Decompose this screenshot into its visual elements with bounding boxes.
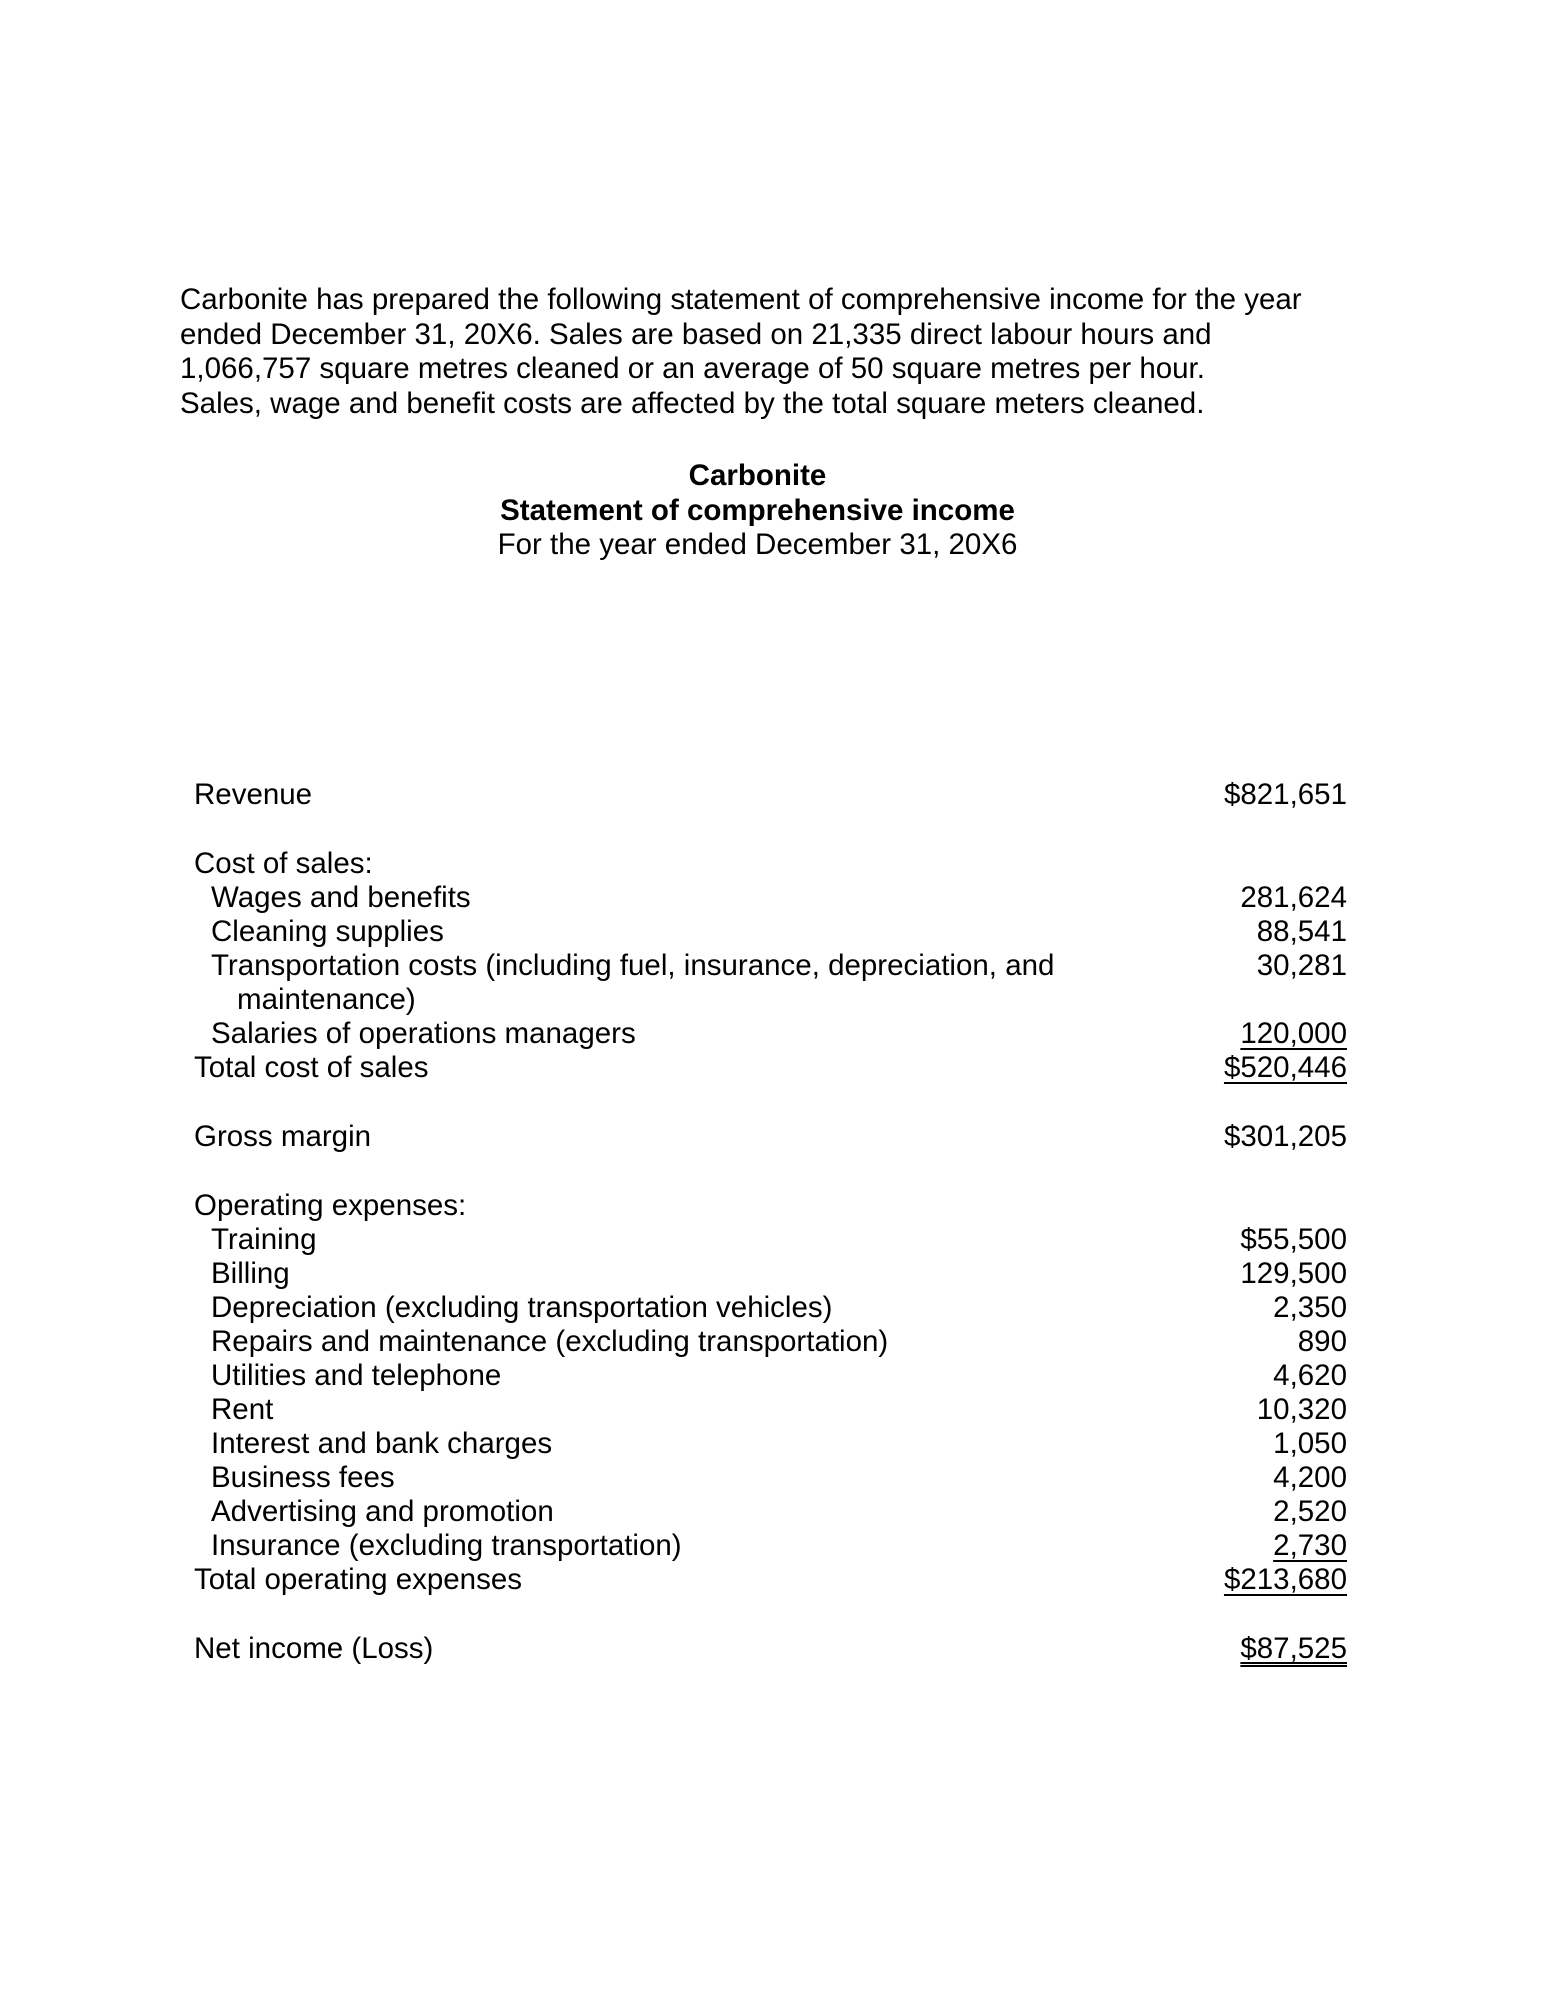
statement-period: For the year ended December 31, 20X6 <box>497 528 1018 562</box>
revenue-label: Revenue <box>194 778 313 811</box>
opex-item-amount: 1,050 <box>1273 1427 1347 1460</box>
net-income-amount: $87,525 <box>1240 1632 1347 1665</box>
gross-margin-amount: $301,205 <box>1223 1120 1347 1153</box>
total-operating-expenses-label: Total operating expenses <box>194 1563 523 1596</box>
cos-item-label: Wages and benefits <box>211 881 471 914</box>
cos-item-amount: 281,624 <box>1240 881 1347 914</box>
cost-of-sales-heading: Cost of sales: <box>194 847 373 880</box>
opex-item-label: Utilities and telephone <box>211 1359 502 1392</box>
opex-item-amount: 4,620 <box>1273 1359 1347 1392</box>
cos-item-label: Transportation costs (including fuel, insurance, depreciation, and <box>211 949 1055 982</box>
intro-line: Carbonite has prepared the following statement of comprehensive income for the year <box>180 283 1302 316</box>
opex-item-amount: 2,350 <box>1273 1291 1347 1324</box>
opex-item-amount: 2,520 <box>1273 1495 1347 1528</box>
opex-item-label: Advertising and promotion <box>211 1495 554 1528</box>
opex-item-amount: 129,500 <box>1240 1257 1347 1290</box>
opex-item-label: Business fees <box>211 1461 395 1494</box>
opex-item-label: Interest and bank charges <box>211 1427 553 1460</box>
intro-line: 1,066,757 square metres cleaned or an average of 50 square metres per hour. <box>180 352 1205 386</box>
total-cost-of-sales-label: Total cost of sales <box>194 1051 429 1084</box>
opex-item-amount: 10,320 <box>1256 1393 1347 1426</box>
gross-margin-label: Gross margin <box>194 1120 372 1153</box>
opex-item-amount: 890 <box>1297 1325 1347 1358</box>
company-name: Carbonite <box>688 459 827 492</box>
net-income-label: Net income (Loss) <box>194 1632 434 1665</box>
cos-item-amount: 88,541 <box>1256 915 1347 948</box>
total-cost-of-sales-amount: $520,446 <box>1223 1051 1347 1084</box>
operating-expenses-heading: Operating expenses: <box>194 1189 467 1222</box>
opex-item-label: Depreciation (excluding transportation vehicles) <box>211 1291 833 1324</box>
opex-item-amount: 4,200 <box>1273 1461 1347 1494</box>
cos-item-label-continued: maintenance) <box>237 983 416 1016</box>
intro-line: ended December 31, 20X6. Sales are based on 21,335 direct labour hours and <box>180 317 1212 351</box>
revenue-amount: $821,651 <box>1223 778 1347 811</box>
opex-item-label: Rent <box>211 1393 274 1426</box>
cos-item-label: Cleaning supplies <box>211 915 444 948</box>
opex-item-label: Training <box>211 1223 317 1256</box>
opex-item-amount: 2,730 <box>1273 1529 1347 1562</box>
total-operating-expenses-amount: $213,680 <box>1223 1563 1347 1596</box>
opex-item-label: Billing <box>211 1257 290 1290</box>
opex-item-amount: $55,500 <box>1240 1223 1347 1256</box>
opex-item-label: Repairs and maintenance (excluding transportation) <box>211 1325 889 1358</box>
intro-line: Sales, wage and benefit costs are affected by the total square meters cleaned. <box>180 386 1205 420</box>
statement-title: Statement of comprehensive income <box>500 493 1015 527</box>
cos-item-amount: 30,281 <box>1256 949 1347 982</box>
cos-item-amount: 120,000 <box>1240 1017 1347 1050</box>
cos-item-label: Salaries of operations managers <box>211 1017 636 1050</box>
opex-item-label: Insurance (excluding transportation) <box>211 1529 682 1562</box>
